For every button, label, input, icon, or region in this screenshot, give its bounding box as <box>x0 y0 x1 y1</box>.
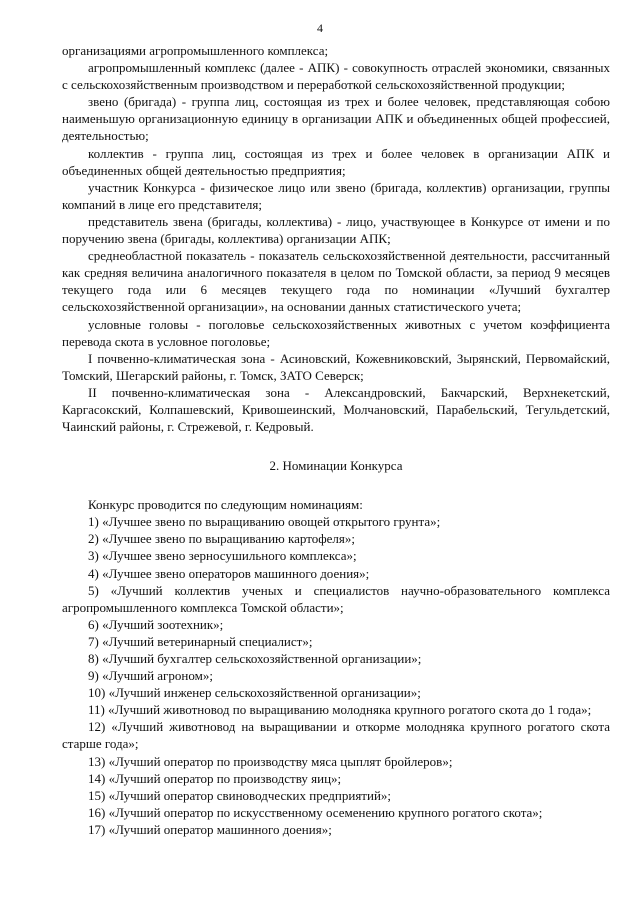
nomination-item: 12) «Лучший животновод на выращивании и откорме молодняка крупного рогатого скота старше года»; <box>62 719 610 752</box>
nomination-item: 10) «Лучший инженер сельскохозяйственной организации»; <box>88 685 421 701</box>
nomination-item: 17) «Лучший оператор машинного доения»; <box>88 821 332 837</box>
definition-paragraph: I почвенно-климатическая зона - Асиновский, Кожевниковский, Зырянский, Первомайский, Томский, Шегарский районы, г. Томск, ЗАТО Северск; <box>62 350 610 383</box>
definition-paragraph: участник Конкурса - физическое лицо или звено (бригада, коллектив) организации, группы компаний в лице его представителя; <box>62 179 610 212</box>
definition-paragraph: II почвенно-климатическая зона - Александровский, Бакчарский, Верхнекетский, Каргасокский, Колпашевский, Кривошеинский, Молчановский, Парабельский, Тегульдетский, Чаинский районы, г. Стрежевой, г. Кедровый. <box>62 384 610 435</box>
section-title: 2. Номинации Конкурса <box>269 458 403 474</box>
nomination-item: 11) «Лучший животновод по выращиванию молодняка крупного рогатого скота до 1 года»; <box>88 702 592 718</box>
nomination-item: 3) «Лучшее звено зерносушильного комплекса»; <box>88 548 357 564</box>
definitions-list <box>62 42 610 435</box>
nomination-item: 7) «Лучший ветеринарный специалист»; <box>88 633 313 649</box>
definition-paragraph: условные головы - поголовье сельскохозяйственных животных с учетом коэффициента перевода скота в условное поголовье; <box>62 316 610 349</box>
nomination-item: 1) «Лучшее звено по выращиванию овощей открытого грунта»; <box>88 514 441 530</box>
nomination-item: 4) «Лучшее звено операторов машинного доения»; <box>88 565 370 581</box>
nomination-item: 6) «Лучший зоотехник»; <box>88 616 224 632</box>
page-number: 4 <box>317 21 323 35</box>
page-body <box>62 42 610 838</box>
nomination-item: 2) «Лучшее звено по выращиванию картофеля»; <box>88 531 356 547</box>
nominations-intro: Конкурс проводится по следующим номинациям: <box>88 497 363 513</box>
nomination-item: 5) «Лучший коллектив ученых и специалистов научно-образовательного комплекса агропромышленного комплекса Томской области»; <box>62 582 610 615</box>
nomination-item: 16) «Лучший оператор по искусственному осеменению крупного рогатого скота»; <box>88 804 543 820</box>
nomination-item: 15) «Лучший оператор свиноводческих предприятий»; <box>88 787 392 803</box>
definition-paragraph: представитель звена (бригады, коллектива) - лицо, участвующее в Конкурсе от имени и по поручению звена (бригады, коллектива) организации АПК; <box>62 213 610 247</box>
nomination-item: 8) «Лучший бухгалтер сельскохозяйственной организации»; <box>88 651 422 666</box>
definition-paragraph: среднеобластной показатель - показатель сельскохозяйственной деятельности, рассчитанный как средняя величина аналогичного показателя в целом по Томской области, за период 9 месяцев текущего года или 6 месяцев текущего года по номинации «Лучший бухгалтер сельскохозяйственной организации», на основании данных статистического учета; <box>62 248 610 315</box>
nomination-item: 9) «Лучший агроном»; <box>88 668 213 684</box>
nominations-list <box>62 513 610 838</box>
definition-paragraph: агропромышленный комплекс (далее - АПК) - совокупность отраслей экономики, связанных с сельскохозяйственным производством и переработкой сельскохозяйственной продукции; <box>62 60 610 93</box>
definition-paragraph: организациями агропромышленного комплекса; <box>62 43 329 58</box>
nomination-item: 14) «Лучший оператор по производству яиц»; <box>88 770 342 786</box>
definition-paragraph: звено (бригада) - группа лиц, состоящая из трех и более человек, представляющая собою наименьшую организационную единицу в организации АПК и объединенных общей профессией, деятельностью; <box>62 94 610 144</box>
definition-paragraph: коллектив - группа лиц, состоящая из трех и более человек в организации АПК и объединенных общей деятельностью предприятия; <box>62 145 610 178</box>
nomination-item: 13) «Лучший оператор по производству мяса цыплят бройлеров»; <box>88 753 453 769</box>
